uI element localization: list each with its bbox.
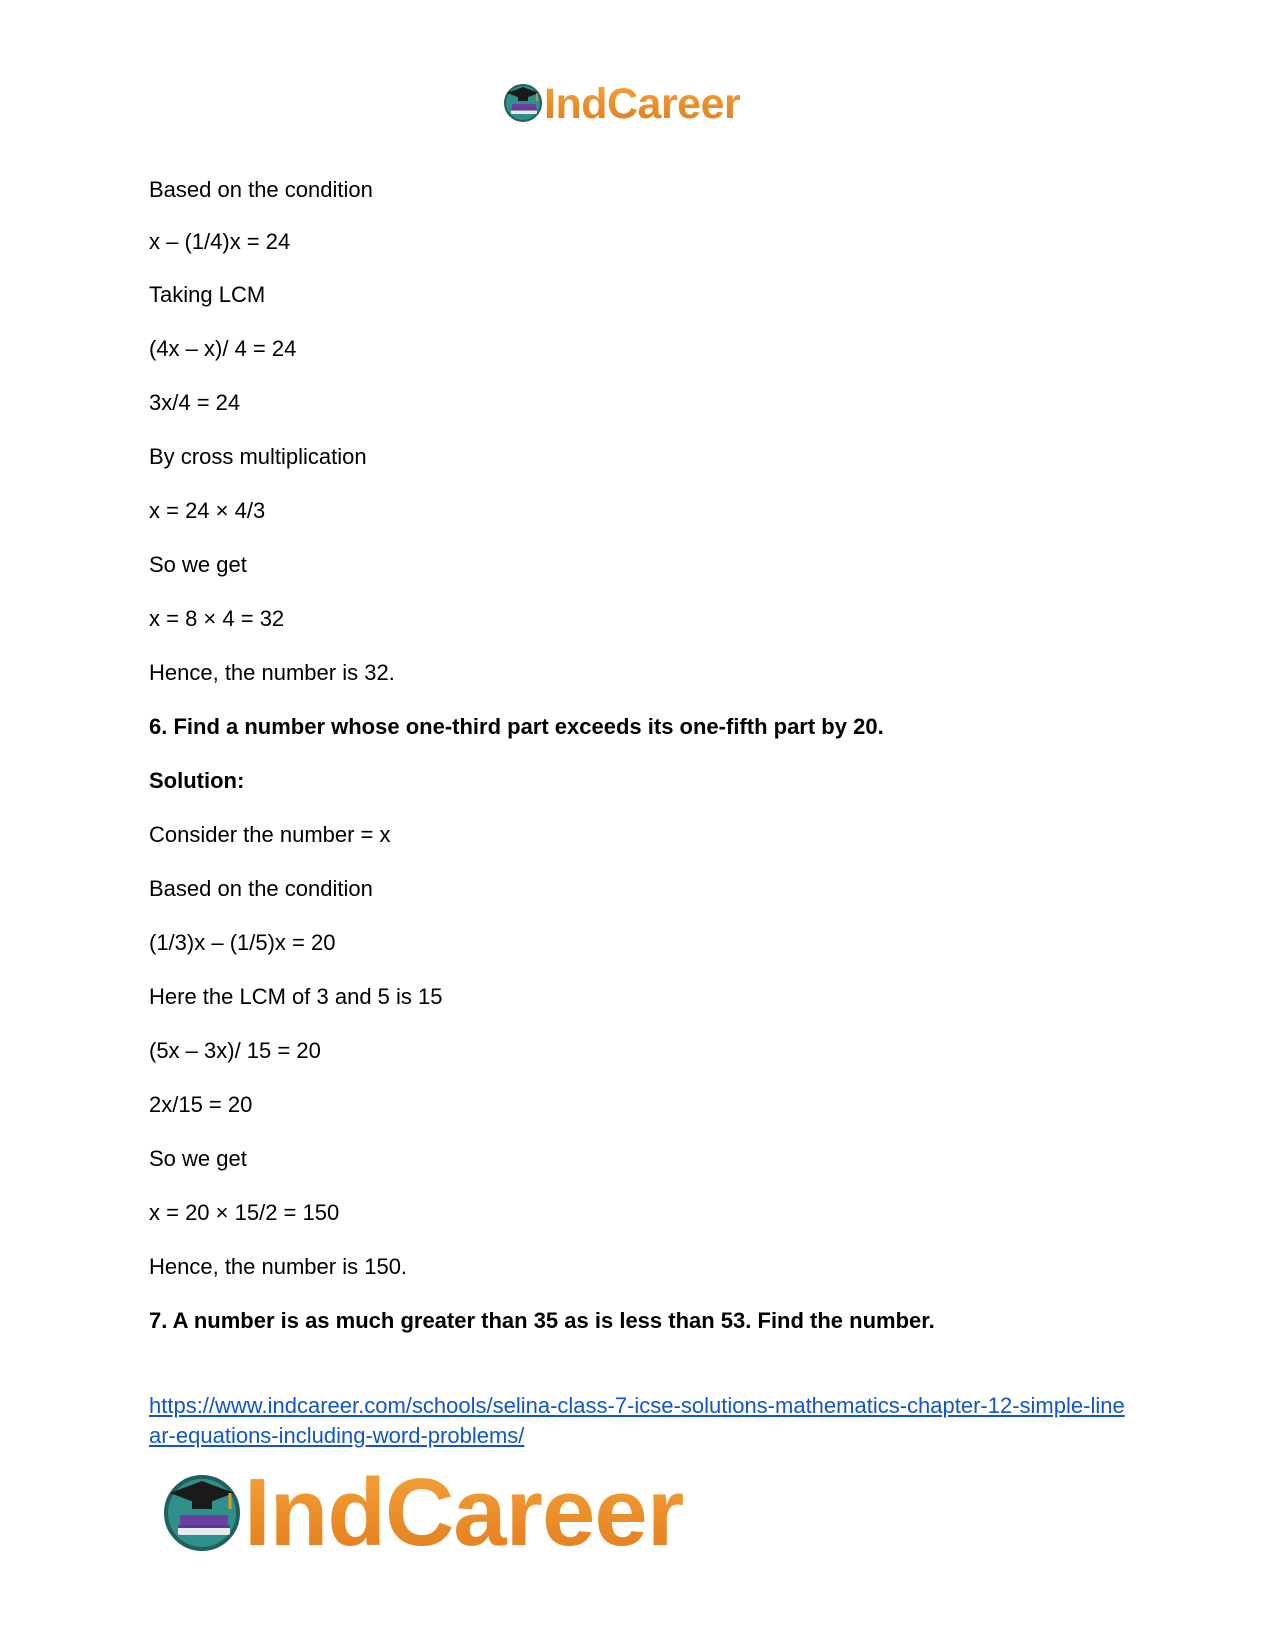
equation-line: x – (1/4)x = 24 [149, 229, 291, 254]
question-heading: 7. A number is as much greater than 35 as is less than 53. Find the number. [149, 1308, 935, 1333]
text-line: Based on the condition [149, 177, 373, 202]
header-logo [502, 80, 740, 129]
equation-line: 2x/15 = 20 [149, 1092, 253, 1117]
equation-line: (4x – x)/ 4 = 24 [149, 336, 297, 361]
text-line: Here the LCM of 3 and 5 is 15 [149, 984, 443, 1009]
logo-wordmark: IndCareer [544, 80, 741, 128]
equation-line: (1/3)x – (1/5)x = 20 [149, 930, 336, 955]
equation-line: 3x/4 = 24 [149, 390, 241, 415]
text-line: Based on the condition [149, 876, 373, 901]
graduation-cap-books-globe-icon [502, 81, 544, 128]
solution-heading: Solution: [149, 768, 245, 793]
text-line: So we get [149, 552, 247, 577]
equation-line: x = 24 × 4/3 [149, 498, 266, 523]
graduation-cap-books-globe-icon [160, 1469, 244, 1558]
question-heading: 6. Find a number whose one-third part exceeds its one-fifth part by 20. [149, 714, 884, 739]
text-line: Consider the number = x [149, 822, 391, 847]
logo-wordmark: IndCareer [244, 1459, 684, 1566]
footer-logo [160, 1458, 683, 1568]
equation-line: x = 8 × 4 = 32 [149, 606, 285, 631]
text-line: So we get [149, 1146, 247, 1171]
answer-line: Hence, the number is 32. [149, 660, 395, 685]
source-link[interactable]: https://www.indcareer.com/schools/selina-class-7-icse-solutions-mathematics-chapter-12-simple-linear-equations-including-word-problems/ [149, 1393, 1125, 1448]
text-line: By cross multiplication [149, 444, 367, 469]
equation-line: x = 20 × 15/2 = 150 [149, 1200, 340, 1225]
equation-line: (5x – 3x)/ 15 = 20 [149, 1038, 321, 1063]
answer-line: Hence, the number is 150. [149, 1254, 408, 1279]
text-line: Taking LCM [149, 282, 266, 307]
